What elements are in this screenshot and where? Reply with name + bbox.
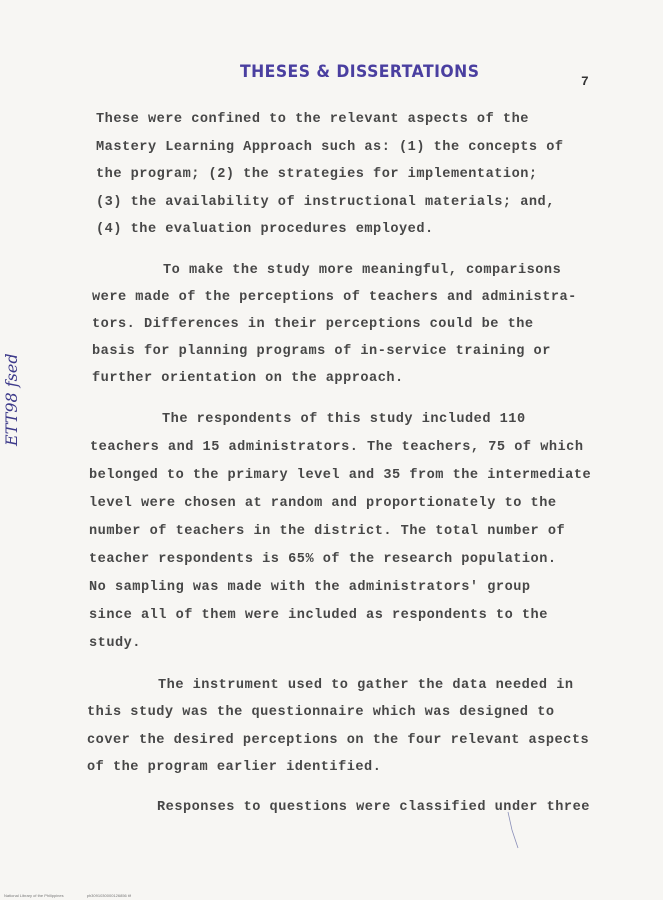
page-number: 7 <box>581 74 589 89</box>
text-line: cover the desired perceptions on the four relevant aspects <box>87 733 590 748</box>
text-line: were made of the perceptions of teachers and administra- <box>92 290 577 305</box>
text-line: The instrument used to gather the data needed in <box>158 678 574 693</box>
text-line: study. <box>89 636 141 651</box>
text-line: The respondents of this study included 110 <box>162 412 526 427</box>
pen-stroke-mark <box>506 810 520 850</box>
text-line: No sampling was made with the administrators' group <box>89 580 531 595</box>
theses-dissertations-stamp: THESES & DISSERTATIONS <box>240 62 480 82</box>
text-line: To make the study more meaningful, comparisons <box>163 263 562 278</box>
text-line: number of teachers in the district. The total number of <box>89 524 566 539</box>
footer-institution: National Library of the Philippines <box>4 893 64 898</box>
text-line: of the program earlier identified. <box>87 760 382 775</box>
text-line: the program; (2) the strategies for implementation; <box>96 167 538 182</box>
text-line: teachers and 15 administrators. The teachers, 75 of which <box>90 440 584 455</box>
text-line: further orientation on the approach. <box>92 371 404 386</box>
text-line: (4) the evaluation procedures employed. <box>96 222 434 237</box>
text-line: These were confined to the relevant aspects of the <box>96 112 529 127</box>
text-line: this study was the questionnaire which was designed to <box>87 705 555 720</box>
text-line: (3) the availability of instructional materials; and, <box>96 195 555 210</box>
text-line: since all of them were included as respondents to the <box>89 608 548 623</box>
text-line: Responses to questions were classified under three <box>157 800 590 815</box>
text-line: belonged to the primary level and 35 from the intermediate <box>89 468 592 483</box>
handwritten-margin-note: ETT98 fsed <box>2 353 21 446</box>
footer-code: ph3091030000126856 tif <box>86 893 131 898</box>
text-line: basis for planning programs of in-service training or <box>92 344 551 359</box>
text-line: Mastery Learning Approach such as: (1) the concepts of <box>96 140 564 155</box>
text-line: tors. Differences in their perceptions could be the <box>92 317 534 332</box>
text-line: level were chosen at random and proportionately to the <box>89 496 557 511</box>
text-line: teacher respondents is 65% of the research population. <box>89 552 557 567</box>
scan-footer <box>4 893 153 898</box>
